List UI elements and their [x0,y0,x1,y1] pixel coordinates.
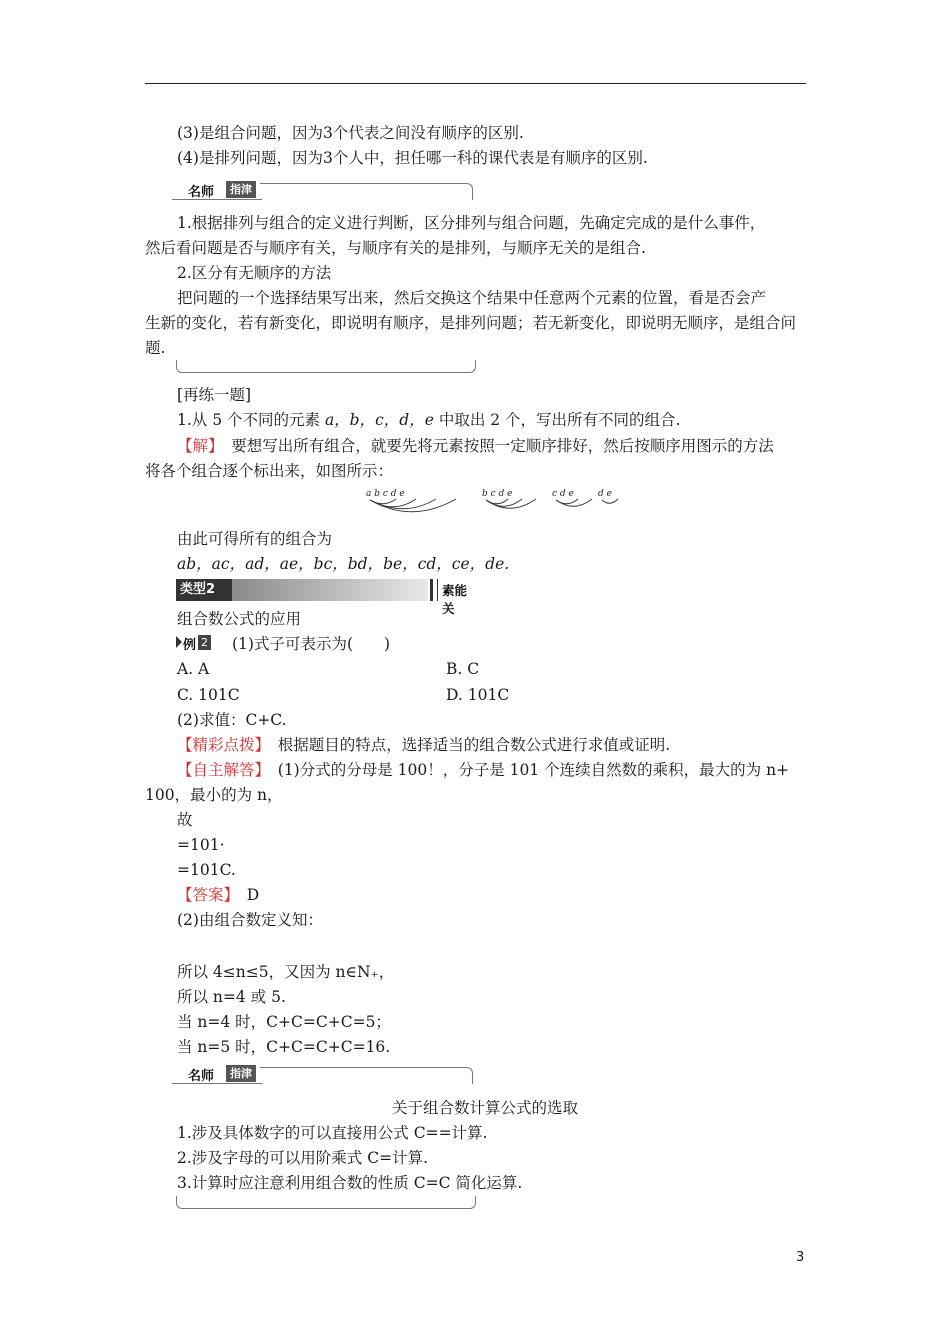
text-line: 2.涉及字母的可以用阶乘式 C=计算. [177,1149,428,1167]
hint-line [177,735,670,755]
answer-result [177,885,259,905]
diagram-group-2: b c d e [482,489,513,499]
self-answer-label: 【自主解答】 [177,761,263,779]
text-line: =101C. [177,861,236,879]
tip-box-header [172,180,474,202]
text-line: 2.区分有无顺序的方法 [177,264,332,282]
arc [602,499,618,503]
tip-badge-tag: 指津 [226,1065,256,1082]
type-label: 类型2 [176,579,232,601]
tip-title: 关于组合数计算公式的选取 [392,1099,579,1117]
example-question: (1)式子可表示为( ) [232,635,391,653]
self-answer-text: (1)分式的分母是 100！，分子是 101 个连续自然数的乘积，最大的为 n+ [262,761,790,779]
type-section-bar [176,579,478,616]
example-number: 2 [198,635,211,650]
tip-badge-tag: 指津 [226,181,256,198]
type-level: 素能关 [442,583,468,616]
tip-badge-name: 名师 [188,185,215,200]
diagram-group-1: a b c d e [366,489,405,499]
solution-label: 【解】 [177,437,216,455]
text-line: =101· [177,836,225,854]
tip-badge-name: 名师 [188,1069,215,1084]
arc [486,499,508,504]
option-d: D. 101C [446,686,510,704]
tip-underline [172,199,262,200]
page-number: 3 [796,1250,805,1265]
text-line: 将各个组合逐个标出来，如图所示： [145,462,394,480]
text-line: 所以 4≤n≤5，又因为 n∈N₊， [177,963,395,981]
diagram-group-4: d e [598,489,612,499]
type-bar-divider [430,579,438,601]
text-line: (4)是排列问题，因为3个人中，担任哪一科的课代表是有顺序的区别. [177,149,648,167]
text-line: 然后看问题是否与顺序有关，与顺序有关的是排列，与顺序无关的是组合. [145,239,646,257]
arc [370,499,396,504]
answer-value: D [231,886,260,904]
text-line: 当 n=4 时，C+C=C+C=5； [177,1013,391,1031]
tip-badge [184,1064,260,1084]
solution-text: 要想写出所有组合，就要先将元素按照一定顺序排好，然后按顺序用图示的方法 [215,437,774,455]
example-question-2: (2)求值：C+C. [177,711,287,729]
type-bar-gradient [232,579,428,601]
text-line: (2)由组合数定义知： [177,911,323,929]
question-pre: 1.从 5 个不同的元素 [177,411,325,429]
hint-text: 根据题目的特点，选择适当的组合数公式进行求值或证明. [262,736,671,754]
tip-frame-top [260,1067,473,1084]
practice-question [177,410,680,430]
option-a: A. A [177,660,210,678]
tip-box-footer [176,1196,476,1209]
answer-label: 【答案】 [177,886,232,904]
diagram-group-3: c d e [552,489,574,499]
text-line: 3.计算时应注意利用组合数的性质 C=C 简化运算. [177,1174,523,1192]
section-title: 组合数公式的应用 [177,610,302,628]
text-line: 1.根据排列与组合的定义进行判断，区分排列与组合问题，先确定完成的是什么事件， [177,214,766,232]
question-vars: a，b，c，d，e [324,411,434,429]
arc [556,499,578,504]
text-line: 当 n=5 时，C+C=C+C=16. [177,1038,391,1056]
tip-frame-top [260,183,473,200]
text-line: (3)是组合问题，因为3个代表之间没有顺序的区别. [177,124,524,142]
tip-underline [172,1083,262,1084]
text-line: 100，最小的为 n， [145,786,283,804]
text-line: 由此可得所有的组合为 [177,530,333,548]
triangle-icon [176,636,182,648]
solution-line [177,436,774,456]
text-line: 所以 n=4 或 5. [177,988,286,1006]
option-c: C. 101C [177,686,240,704]
header-rule [145,83,806,84]
practice-heading: [再练一题] [177,386,252,404]
text-line: 故 [177,811,193,829]
combination-arc-diagram [362,486,622,522]
text-line: 把问题的一个选择结果写出来，然后交换这个结果中任意两个元素的位置，看是否会产 [177,289,767,307]
text-line: 题. [145,339,166,357]
text-line: 1.涉及具体数字的可以直接用公式 C==计算. [177,1124,488,1142]
question-post: 中取出 2 个，写出所有不同的组合. [433,411,681,429]
tip-box-header [172,1064,474,1086]
answer-line [177,760,789,780]
hint-label: 【精彩点拨】 [177,736,263,754]
option-b: B. C [446,660,480,678]
text-line: 生新的变化，若有新变化，即说明有顺序，是排列问题；若无新变化，即说明无顺序，是组合问 [145,314,797,332]
tip-box-footer [176,360,476,373]
combination-list: ab，ac，ad，ae，bc，bd，be，cd，ce，de. [177,555,510,573]
example-label: 例 [183,638,197,653]
tip-badge [184,180,260,200]
example-badge [176,634,216,651]
